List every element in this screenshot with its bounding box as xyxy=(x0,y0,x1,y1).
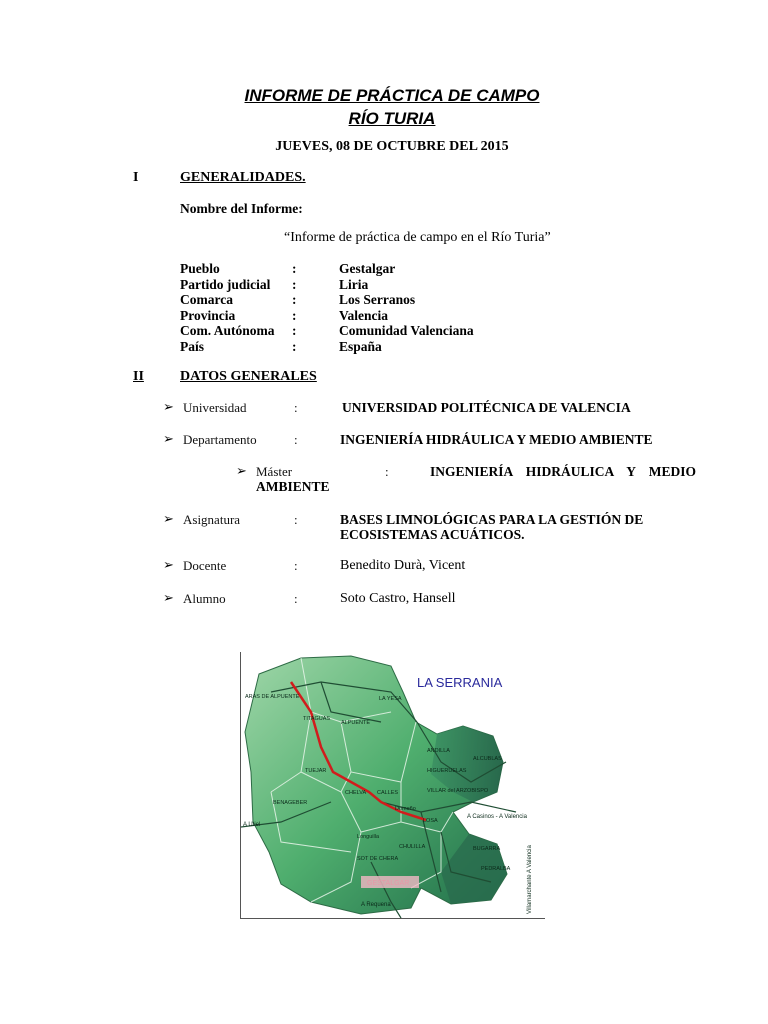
field-label: Comarca xyxy=(180,292,233,307)
field-value: Los Serranos xyxy=(339,292,416,307)
field-separator: : xyxy=(292,261,297,276)
section-1-heading-text: GENERALIDADES. xyxy=(180,170,306,185)
item-separator: : xyxy=(294,400,298,415)
map-town-label: ARAS DE ALPUENTE xyxy=(245,694,300,700)
map-town-label: SOT DE CHERA xyxy=(357,856,399,862)
item-label: Docente xyxy=(183,558,227,573)
item-label: Asignatura xyxy=(183,512,241,527)
report-date: JUEVES, 08 DE OCTUBRE DEL 2015 xyxy=(275,139,509,154)
item-label: Alumno xyxy=(183,591,226,606)
item-separator: : xyxy=(294,512,298,527)
serrania-map xyxy=(240,652,545,919)
report-name-label: Nombre del Informe: xyxy=(180,201,303,216)
bullet-arrow-icon: ➢ xyxy=(163,432,174,447)
serrania-map-svg xyxy=(241,652,545,918)
item-value: BASES LIMNOLÓGICAS PARA LA GESTIÓN DE xyxy=(340,512,644,527)
report-title: INFORME DE PRÁCTICA DE CAMPO xyxy=(244,86,540,105)
field-label: Pueblo xyxy=(180,261,220,276)
map-town-label: CHULILLA xyxy=(399,844,426,850)
field-separator: : xyxy=(292,323,297,338)
item-value: UNIVERSIDAD POLITÉCNICA DE VALENCIA xyxy=(342,400,631,415)
field-label: Provincia xyxy=(180,308,236,323)
map-town-label: Longuilla xyxy=(357,834,380,840)
field-separator: : xyxy=(292,292,297,307)
item-separator: : xyxy=(294,558,298,573)
map-town-label: LOSA xyxy=(423,818,438,824)
field-separator: : xyxy=(292,339,297,354)
item-separator: : xyxy=(294,432,298,447)
map-town-label: Domeño xyxy=(395,806,416,812)
field-separator: : xyxy=(292,308,297,323)
map-town-label: PEDRALBA xyxy=(481,866,511,872)
field-value: Gestalgar xyxy=(339,261,396,276)
map-town-label: TITAGUAS xyxy=(303,716,331,722)
bullet-arrow-icon: ➢ xyxy=(163,591,174,606)
section-2-number xyxy=(133,369,144,385)
map-town-label: BENAGEBER xyxy=(273,800,308,806)
map-direction-label: Villamarchante A Valencia xyxy=(527,845,533,914)
field-value: Liria xyxy=(339,277,369,292)
field-label: Partido judicial xyxy=(180,277,271,292)
section-2-heading xyxy=(180,369,317,385)
field-value: Comunidad Valenciana xyxy=(339,323,474,338)
map-town-label: ANDILLA xyxy=(427,748,450,754)
item-value: INGENIERÍA HIDRÁULICA Y MEDIO xyxy=(430,464,696,479)
item-label: Máster xyxy=(256,464,293,479)
bullet-arrow-icon: ➢ xyxy=(236,464,247,479)
field-separator: : xyxy=(292,277,297,292)
field-label: Com. Autónoma xyxy=(180,323,275,338)
field-value: España xyxy=(339,339,382,354)
map-title: LA SERRANIA xyxy=(417,675,503,690)
map-direction-label: A Utiel xyxy=(243,822,261,828)
bullet-arrow-icon: ➢ xyxy=(163,558,174,573)
item-value: Soto Castro, Hansell xyxy=(340,591,456,606)
map-town-label: CALLES xyxy=(377,790,399,796)
field-label: País xyxy=(180,339,205,354)
report-name-value: “Informe de práctica de campo en el Río Turia” xyxy=(284,230,551,245)
section-2-heading-text: DATOS GENERALES xyxy=(180,369,317,384)
item-value-continued: AMBIENTE xyxy=(256,479,330,494)
map-town-label: LA YESA xyxy=(379,696,402,702)
bullet-arrow-icon: ➢ xyxy=(163,512,174,527)
item-label: Universidad xyxy=(183,400,247,415)
item-value-continued: ECOSISTEMAS ACUÁTICOS. xyxy=(340,527,525,542)
map-town-label: BUGARRA xyxy=(473,846,501,852)
map-town-label: TUEJAR xyxy=(305,768,327,774)
section-1-heading xyxy=(180,170,306,186)
map-town-label: VILLAR del ARZOBISPO xyxy=(427,788,489,794)
report-subtitle: RÍO TURIA xyxy=(348,109,436,128)
section-1-number: I xyxy=(133,170,139,185)
gestalgar-highlight xyxy=(361,876,419,888)
field-value: Valencia xyxy=(339,308,389,323)
item-label: Departamento xyxy=(183,432,257,447)
map-town-label: ALCUBLAS xyxy=(473,756,502,762)
item-separator: : xyxy=(385,464,389,479)
map-direction-label: A Casinos - A Valencia xyxy=(467,814,527,820)
map-town-label: CHELVA xyxy=(345,790,367,796)
map-direction-label: A Requena xyxy=(361,902,391,908)
map-town-label: ALPUENTE xyxy=(341,720,371,726)
map-town-label: HIGUERUELAS xyxy=(427,768,467,774)
section-2-number-text: II xyxy=(133,369,144,384)
item-value: INGENIERÍA HIDRÁULICA Y MEDIO AMBIENTE xyxy=(340,432,653,447)
item-value: Benedito Durà, Vicent xyxy=(340,558,466,573)
item-separator: : xyxy=(294,591,298,606)
bullet-arrow-icon: ➢ xyxy=(163,400,174,415)
